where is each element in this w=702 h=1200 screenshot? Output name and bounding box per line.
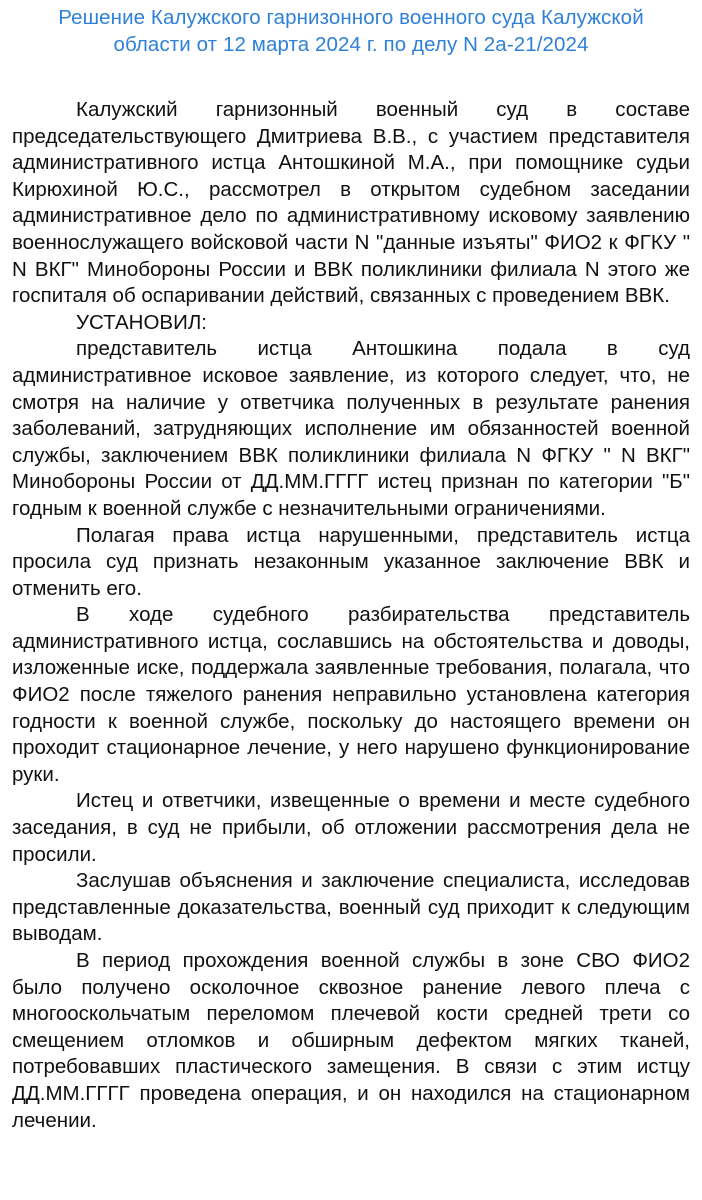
paragraph-claim: представитель истца Антошкина подала в суд административное исковое заявление, из которого следует, что, не смотря на наличие у ответчика полученных в результате ранения заболеваний, затрудняющих исполнение им обязанностей военной службы, заключением ВВК поликлиники филиала N ФГКУ " N ВКГ" Минобороны России от ДД.ММ.ГГГГ истец признан по категории "Б" годным к военной службе с незначительными ограничениями. xyxy=(12,337,690,520)
paragraph-request: Полагая права истца нарушенными, представитель истца просила суд признать незаконным указанное заключение ВВК и отменить его. xyxy=(12,523,690,600)
paragraph-injury: В период прохождения военной службы в зоне СВО ФИО2 было получено осколочное сквозное ранение левого плеча с многооскольчатым переломом плечевой кости средней трети со смещением отломков и обширным дефектом мягких тканей, потребовавших пластического замещения. В связи с этим истцу ДД.ММ.ГГГГ проведена операция, и он находился на стационарном лечении. xyxy=(12,949,690,1132)
paragraph-ustanovil-heading: УСТАНОВИЛ: xyxy=(76,310,207,334)
paragraph-absence: Истец и ответчики, извещенные о времени и месте судебного заседания, в суд не прибыли, об отложении рассмотрения дела не просили. xyxy=(12,789,690,866)
document-title-line-2: области от 12 марта 2024 г. по делу N 2а-21/2024 xyxy=(113,33,589,56)
paragraph-conclusions: Заслушав объяснения и заключение специалиста, исследовав представленные доказательства, военный суд приходит к следующим выводам. xyxy=(12,869,690,946)
document-title-line-1: Решение Калужского гарнизонного военного суда Калужской xyxy=(58,6,644,29)
document-body xyxy=(12,97,690,1134)
paragraph-intro: Калужский гарнизонный военный суд в составе председательствующего Дмитриева В.В., с участием представителя административного истца Антошкиной М.А., при помощнике судьи Кирюхиной Ю.С., рассмотрел в открытом судебном заседании административное дело по административному исковому заявлению военнослужащего войсковой части N "данные изъяты" ФИО2 к ФГКУ " N ВКГ" Минобороны России и ВВК поликлиники филиала N этого же госпиталя об оспаривании действий, связанных с проведением ВВК. xyxy=(12,98,690,308)
document-title xyxy=(12,4,690,58)
paragraph-hearing: В ходе судебного разбирательства представитель административного истца, сославшись на обстоятельства и доводы, изложенные иске, поддержала заявленные требования, полагала, что ФИО2 после тяжелого ранения неправильно установлена категория годности к военной службе, поскольку до настоящего времени он проходит стационарное лечение, у него нарушено функционирование руки. xyxy=(12,603,690,786)
